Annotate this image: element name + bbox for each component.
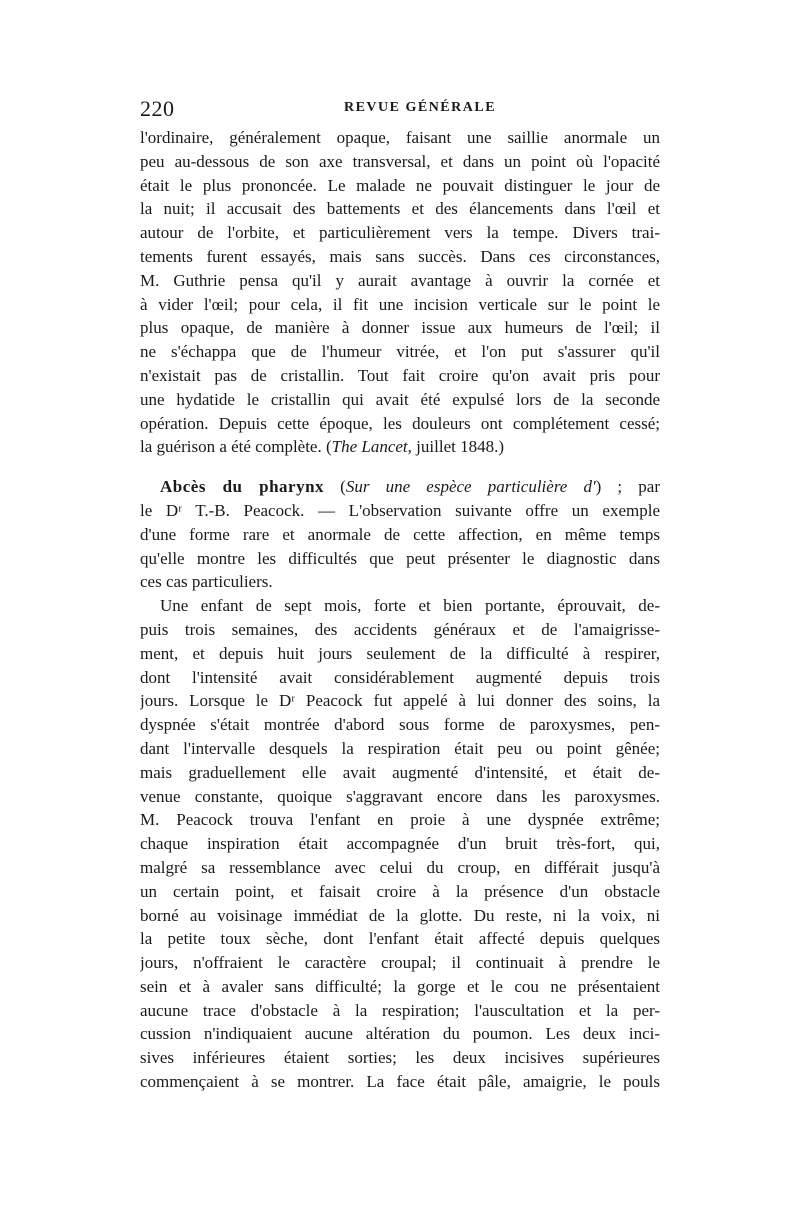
text-line: aucune trace d'obstacle à la respiration; l'auscultation et la per-: [140, 1000, 660, 1020]
text-line: cussion n'indiquaient aucune altération du poumon. Les deux inci-: [140, 1024, 660, 1044]
text-line: dyspnée s'était montrée d'abord sous forme de paroxysmes, pen-: [140, 715, 660, 735]
paragraph-guthrie-case: [140, 126, 660, 459]
text-line: une hydatide le cristallin qui avait été expulsé lors de la seconde: [140, 389, 660, 409]
text-line: M. Guthrie pensa qu'il y aurait avantage à ouvrir la cornée et: [140, 270, 660, 290]
heading-subtitle: Sur une espèce particulière d': [345, 477, 596, 497]
page-number: 220: [140, 96, 175, 121]
text-line: M. Peacock trouva l'enfant en proie à une dyspnée extrême;: [140, 810, 660, 830]
text-line: mais graduellement elle avait augmenté d'intensité, et était de-: [140, 762, 660, 782]
text-line: peu au-dessous de son axe transversal, et dans un point où l'opacité: [140, 151, 660, 171]
text-line: la petite toux sèche, dont l'enfant était affecté depuis quelques: [140, 929, 660, 949]
text-line: le Dʳ T.-B. Peacock. — L'observation suivante offre un exemple: [140, 500, 660, 520]
paragraph-spacer: [140, 459, 660, 475]
text-line: jours, n'offraient le caractère croupal; il continuait à prendre le: [140, 953, 660, 973]
text-line: malgré sa ressemblance avec celui du croup, en différait jusqu'à: [140, 857, 660, 877]
journal-title: The Lancet,: [331, 437, 412, 457]
text-line: chaque inspiration était accompagnée d'un bruit très-fort, qui,: [140, 834, 660, 854]
heading-paren-open: (: [324, 477, 346, 497]
text-line: ces cas particuliers.: [140, 572, 273, 592]
text-line: à vider l'œil; pour cela, il fit une incision verticale sur le point le: [140, 294, 660, 314]
text-line: autour de l'orbite, et particulièrement vers la tempe. Divers trai-: [140, 223, 660, 243]
section-heading-line: [140, 475, 660, 499]
text-line: la nuit; il accusait des battements et des élancements dans l'œil et: [140, 199, 660, 219]
page-header: [140, 96, 660, 126]
text-line: était le plus prononcée. Le malade ne pouvait distinguer le jour de: [140, 175, 660, 195]
running-title: REVUE GÉNÉRALE: [343, 100, 497, 115]
text-line: l'ordinaire, généralement opaque, faisant une saillie anormale un: [140, 128, 660, 147]
text-line: puis trois semaines, des accidents généraux et de l'amaigrisse-: [140, 619, 660, 639]
text-line: dant l'intervalle desquels la respiration était peu ou point gênée;: [140, 738, 660, 758]
text-line: d'une forme rare et anormale de cette affection, en même temps: [140, 524, 660, 544]
source-prefix: la guérison a été complète. (: [140, 437, 332, 457]
heading-paren-close: ) ; par: [595, 477, 660, 497]
text-line-source: [140, 435, 660, 459]
text-line: tements furent essayés, mais sans succès. Dans ces circonstances,: [140, 246, 660, 266]
source-date: juillet 1848.): [411, 437, 504, 457]
text-line: sein et à avaler sans difficulté; la gorge et le cou ne présentaient: [140, 976, 660, 996]
text-line: qu'elle montre les difficultés que peut présenter le diagnostic dans: [140, 548, 660, 568]
text-line: ne s'échappa que de l'humeur vitrée, et l'on put s'assurer qu'il: [140, 342, 660, 362]
paragraph-abces-pharynx: [140, 475, 660, 594]
text-line: plus opaque, de manière à donner issue aux humeurs de l'œil; il: [140, 318, 660, 338]
text-line: Une enfant de sept mois, forte et bien portante, éprouvait, de-: [160, 596, 660, 616]
text-line: jours. Lorsque le Dʳ Peacock fut appelé à lui donner des soins, la: [140, 691, 660, 711]
text-line: sives inférieures étaient sorties; les deux incisives supérieures: [140, 1048, 660, 1068]
body-text: [140, 126, 660, 1094]
text-line: venue constante, quoique s'aggravant encore dans les paroxysmes.: [140, 786, 660, 806]
text-line: n'existait pas de cristallin. Tout fait croire qu'on avait pris pour: [140, 365, 660, 385]
text-line: opération. Depuis cette époque, les douleurs ont complétement cessé;: [140, 413, 660, 433]
section-heading: Abcès du pharynx: [160, 477, 325, 497]
text-line: ment, et depuis huit jours seulement de la difficulté à respirer,: [140, 643, 660, 663]
text-line: commençaient à se montrer. La face était pâle, amaigrie, le pouls: [140, 1072, 660, 1092]
paragraph-observation: [140, 594, 660, 1094]
text-line: un certain point, et faisait croire à la présence d'un obstacle: [140, 881, 660, 901]
text-line: dont l'intensité avait considérablement augmenté depuis trois: [140, 667, 660, 687]
text-line: borné au voisinage immédiat de la glotte. Du reste, ni la voix, ni: [140, 905, 660, 925]
